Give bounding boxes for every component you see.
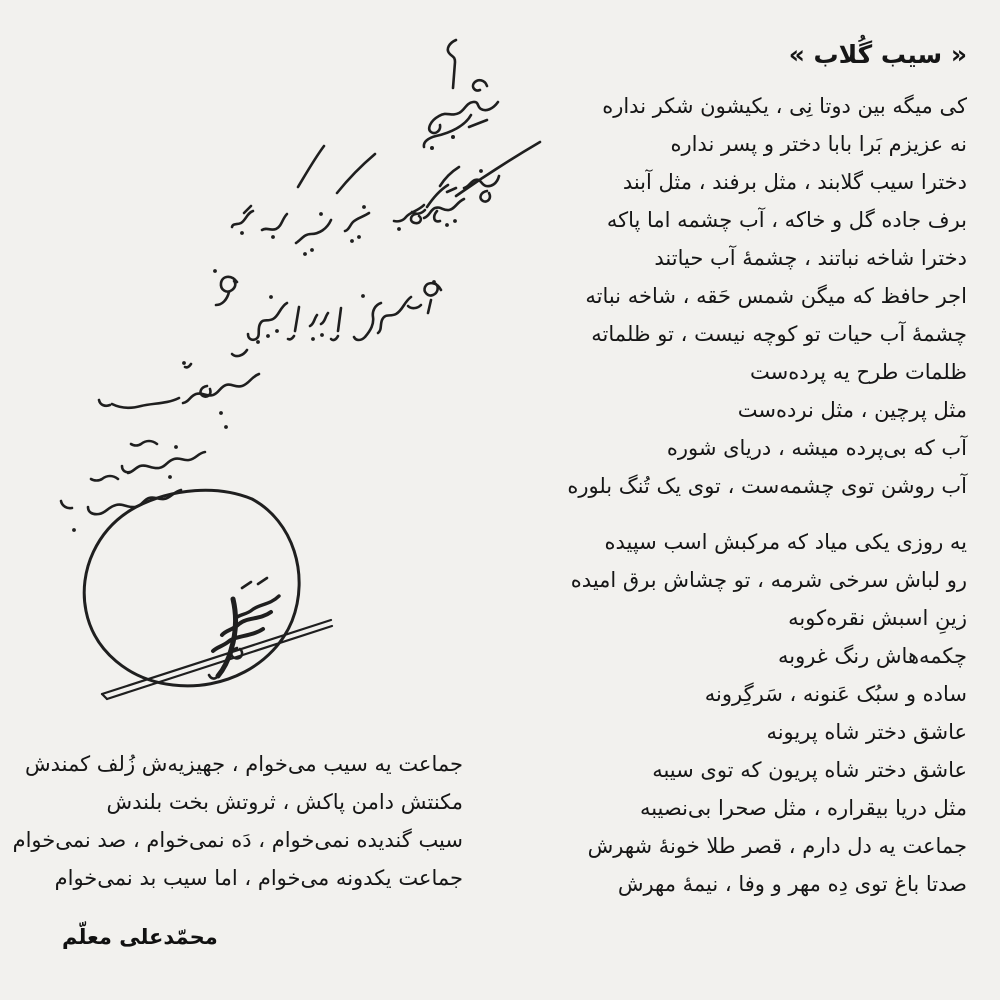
closing-stanza bbox=[12, 745, 463, 897]
poem-line: آب روشن توی چشمه‌ست ، توی یک تُنگ بلوره bbox=[567, 474, 967, 498]
poem-line: چکمه‌هاش رنگ غروبه bbox=[777, 644, 967, 668]
poem-line: مثل دریا بیقراره ، مثل صحرا بی‌نصیبه bbox=[639, 796, 967, 820]
signature-oval bbox=[84, 490, 299, 686]
signature-flourish bbox=[102, 620, 332, 699]
poem-line: سیب گندیده نمی‌خوام ، دَه نمی‌خوام ، صد نمی‌خوام bbox=[12, 828, 463, 852]
poem-line: دخترا شاخه نباتند ، چشمۀ آب حیاتند bbox=[654, 246, 967, 270]
author-name: محمّدعلی معلّم bbox=[62, 925, 218, 949]
poem-line: ساده و سبُک عَنونه ، سَرگِرونه bbox=[704, 682, 967, 706]
draft-line-4 bbox=[122, 441, 205, 479]
poem-title: « سیب گُلاب » bbox=[788, 40, 967, 69]
poem-line: کی میگه بین دوتا نِی ، یکیشون شکر نداره bbox=[602, 94, 967, 118]
poem-line: جماعت یه دل دارم ، قصر طلا خونۀ شهرش bbox=[587, 834, 967, 858]
draft-line-5 bbox=[61, 476, 181, 532]
poem-line: چشمۀ آب حیات تو کوچه نیست ، تو ظلماته bbox=[591, 322, 967, 346]
poem-line: نه عزیزم بَرا بابا دختر و پسر نداره bbox=[670, 132, 967, 156]
poem-line: برف جاده گل و خاکه ، آب چشمه اما پاکه bbox=[606, 208, 967, 232]
poem-line: جماعت یه سیب می‌خوام ، جهیزیه‌ش زُلف کمندش bbox=[25, 752, 463, 776]
poem-line: زینِ اسبش نقره‌کوبه bbox=[788, 606, 967, 630]
poem-line: عاشق دختر شاه پریون که توی سیبه bbox=[652, 758, 967, 782]
poem-line: جماعت یکدونه می‌خوام ، اما سیب بد نمی‌خوام bbox=[54, 866, 463, 890]
poem-line: ظلمات طرح یه پرده‌ست bbox=[750, 360, 967, 384]
draft-line-3 bbox=[99, 350, 259, 429]
poem-line: اجر حافظ که میگن شمس حَقه ، شاخه نباته bbox=[585, 284, 967, 308]
poem-line: رو لباش سرخی شرمه ، تو چشاش برق امیده bbox=[570, 568, 967, 592]
poem-line: صدتا باغ توی دِه مهر و وفا ، نیمۀ مهرش bbox=[617, 872, 967, 896]
poem-line: دخترا سیب گلابند ، مثل برفند ، مثل آبند bbox=[622, 170, 967, 194]
poem-line: یه روزی یکی میاد که مرکبش اسب سپیده bbox=[604, 530, 967, 554]
stanza-gap bbox=[337, 505, 967, 523]
poem-line: مکنتش دامن پاکش ، ثروتش بخت بلندش bbox=[106, 790, 463, 814]
stanza-1 bbox=[337, 87, 967, 505]
poem-line: آب که بی‌پرده میشه ، دریای شوره bbox=[666, 436, 967, 460]
poem-line: عاشق دختر شاه پریونه bbox=[766, 720, 967, 744]
poem-line: مثل پرچین ، مثل نرده‌ست bbox=[737, 398, 967, 422]
